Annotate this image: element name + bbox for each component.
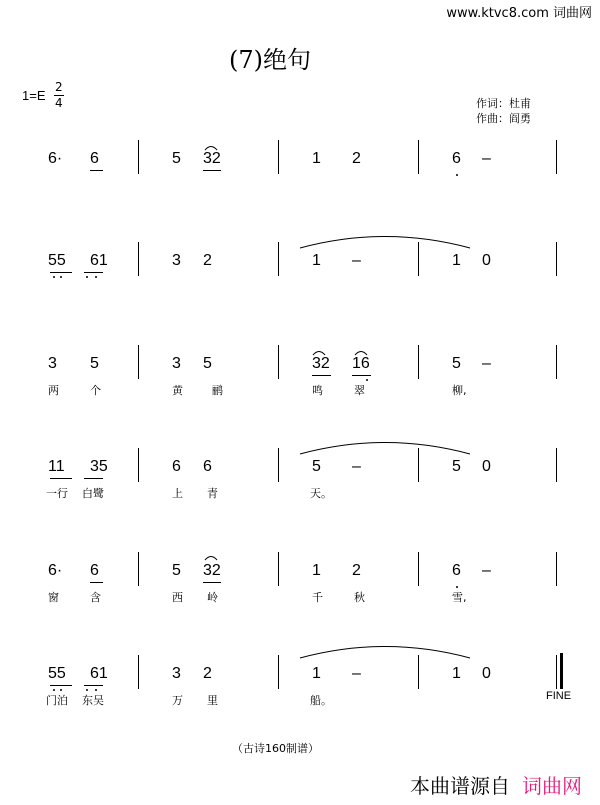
note: – [352, 252, 361, 269]
slur [205, 557, 217, 561]
note: – [352, 665, 361, 682]
note: 0 [482, 252, 491, 269]
note: 11 [48, 458, 65, 475]
note: 6· [48, 150, 63, 167]
note: – [482, 355, 491, 372]
note: 5 [90, 355, 99, 372]
composer: 作曲：阎勇 [476, 112, 531, 125]
lyric: 东吴 [82, 694, 104, 707]
note: 5 [172, 150, 181, 167]
note: 55 [48, 252, 66, 269]
note: 3 [48, 355, 57, 372]
note: 5 [452, 458, 461, 475]
note: 1 [452, 252, 461, 269]
lyric: 柳, [452, 384, 467, 397]
lyric: 天。 [310, 487, 332, 500]
note: 6 [90, 150, 99, 167]
tie [300, 237, 470, 249]
lyric: 青 [207, 487, 218, 500]
time-top: 2 [55, 80, 63, 94]
note: 16 [352, 355, 370, 372]
lyric: 两 [48, 384, 59, 397]
key-label: 1=E [22, 88, 46, 103]
lyric: 秋 [354, 591, 365, 604]
arranger-note: （古诗160制谱） [232, 742, 319, 755]
brand-site: 词曲网 [522, 774, 582, 798]
note: 6 [452, 150, 461, 167]
lyricist: 作词：杜甫 [476, 97, 531, 110]
lyric: 鹂 [212, 384, 223, 397]
lyric: 船。 [310, 694, 332, 707]
note: 3 [172, 355, 181, 372]
site-header: www.ktvc8.com 词曲网 [446, 6, 592, 21]
note: – [482, 562, 491, 579]
tie [300, 647, 470, 659]
note: 2 [352, 562, 361, 579]
note: 1 [312, 252, 321, 269]
note: 5 [312, 458, 321, 475]
note: 5 [203, 355, 212, 372]
note: 2 [203, 665, 212, 682]
note: 55 [48, 665, 66, 682]
time-bottom: 4 [55, 96, 63, 110]
lyric: 含 [90, 591, 101, 604]
note: 0 [482, 458, 491, 475]
note: 6 [452, 562, 461, 579]
note: 5 [172, 562, 181, 579]
note: – [482, 150, 491, 167]
source-brand [410, 770, 582, 799]
lyric: 门泊 [46, 694, 68, 707]
note: 32 [203, 150, 221, 167]
note: 0 [482, 665, 491, 682]
lyric: 上 [172, 487, 183, 500]
lyric: 鸣 [312, 384, 323, 397]
lyric: 翠 [354, 384, 365, 397]
brand-text: 本曲谱源自 [410, 774, 510, 798]
note: 3 [172, 252, 181, 269]
slur [313, 352, 325, 356]
note: 6· [48, 562, 63, 579]
note: 6 [90, 562, 99, 579]
lyric: 一行 [46, 487, 68, 500]
note: – [352, 458, 361, 475]
note: 35 [90, 458, 108, 475]
fine-marker: FINE [546, 690, 572, 702]
note: 3 [172, 665, 181, 682]
note: 2 [352, 150, 361, 167]
note: 61 [90, 252, 108, 269]
lyric: 西 [172, 591, 183, 604]
note: 32 [203, 562, 221, 579]
note: 32 [312, 355, 330, 372]
note: 6 [203, 458, 212, 475]
note: 1 [312, 150, 321, 167]
note: 5 [452, 355, 461, 372]
note: 1 [312, 562, 321, 579]
slur [205, 147, 217, 151]
note: 61 [90, 665, 108, 682]
lyric: 万 [172, 694, 183, 707]
lyric: 里 [207, 694, 218, 707]
lyric: 黄 [172, 384, 183, 397]
note: 1 [452, 665, 461, 682]
slur [355, 352, 367, 356]
note: 6 [172, 458, 181, 475]
lyric: 个 [90, 384, 101, 397]
lyric: 白鹭 [82, 487, 104, 500]
lyric: 岭 [207, 591, 218, 604]
note: 2 [203, 252, 212, 269]
lyric: 千 [312, 591, 323, 604]
song-title: (7)绝句 [229, 46, 311, 74]
lyric: 雪, [452, 591, 467, 604]
tie [300, 443, 470, 455]
lyric: 窗 [48, 591, 59, 604]
note: 1 [312, 665, 321, 682]
